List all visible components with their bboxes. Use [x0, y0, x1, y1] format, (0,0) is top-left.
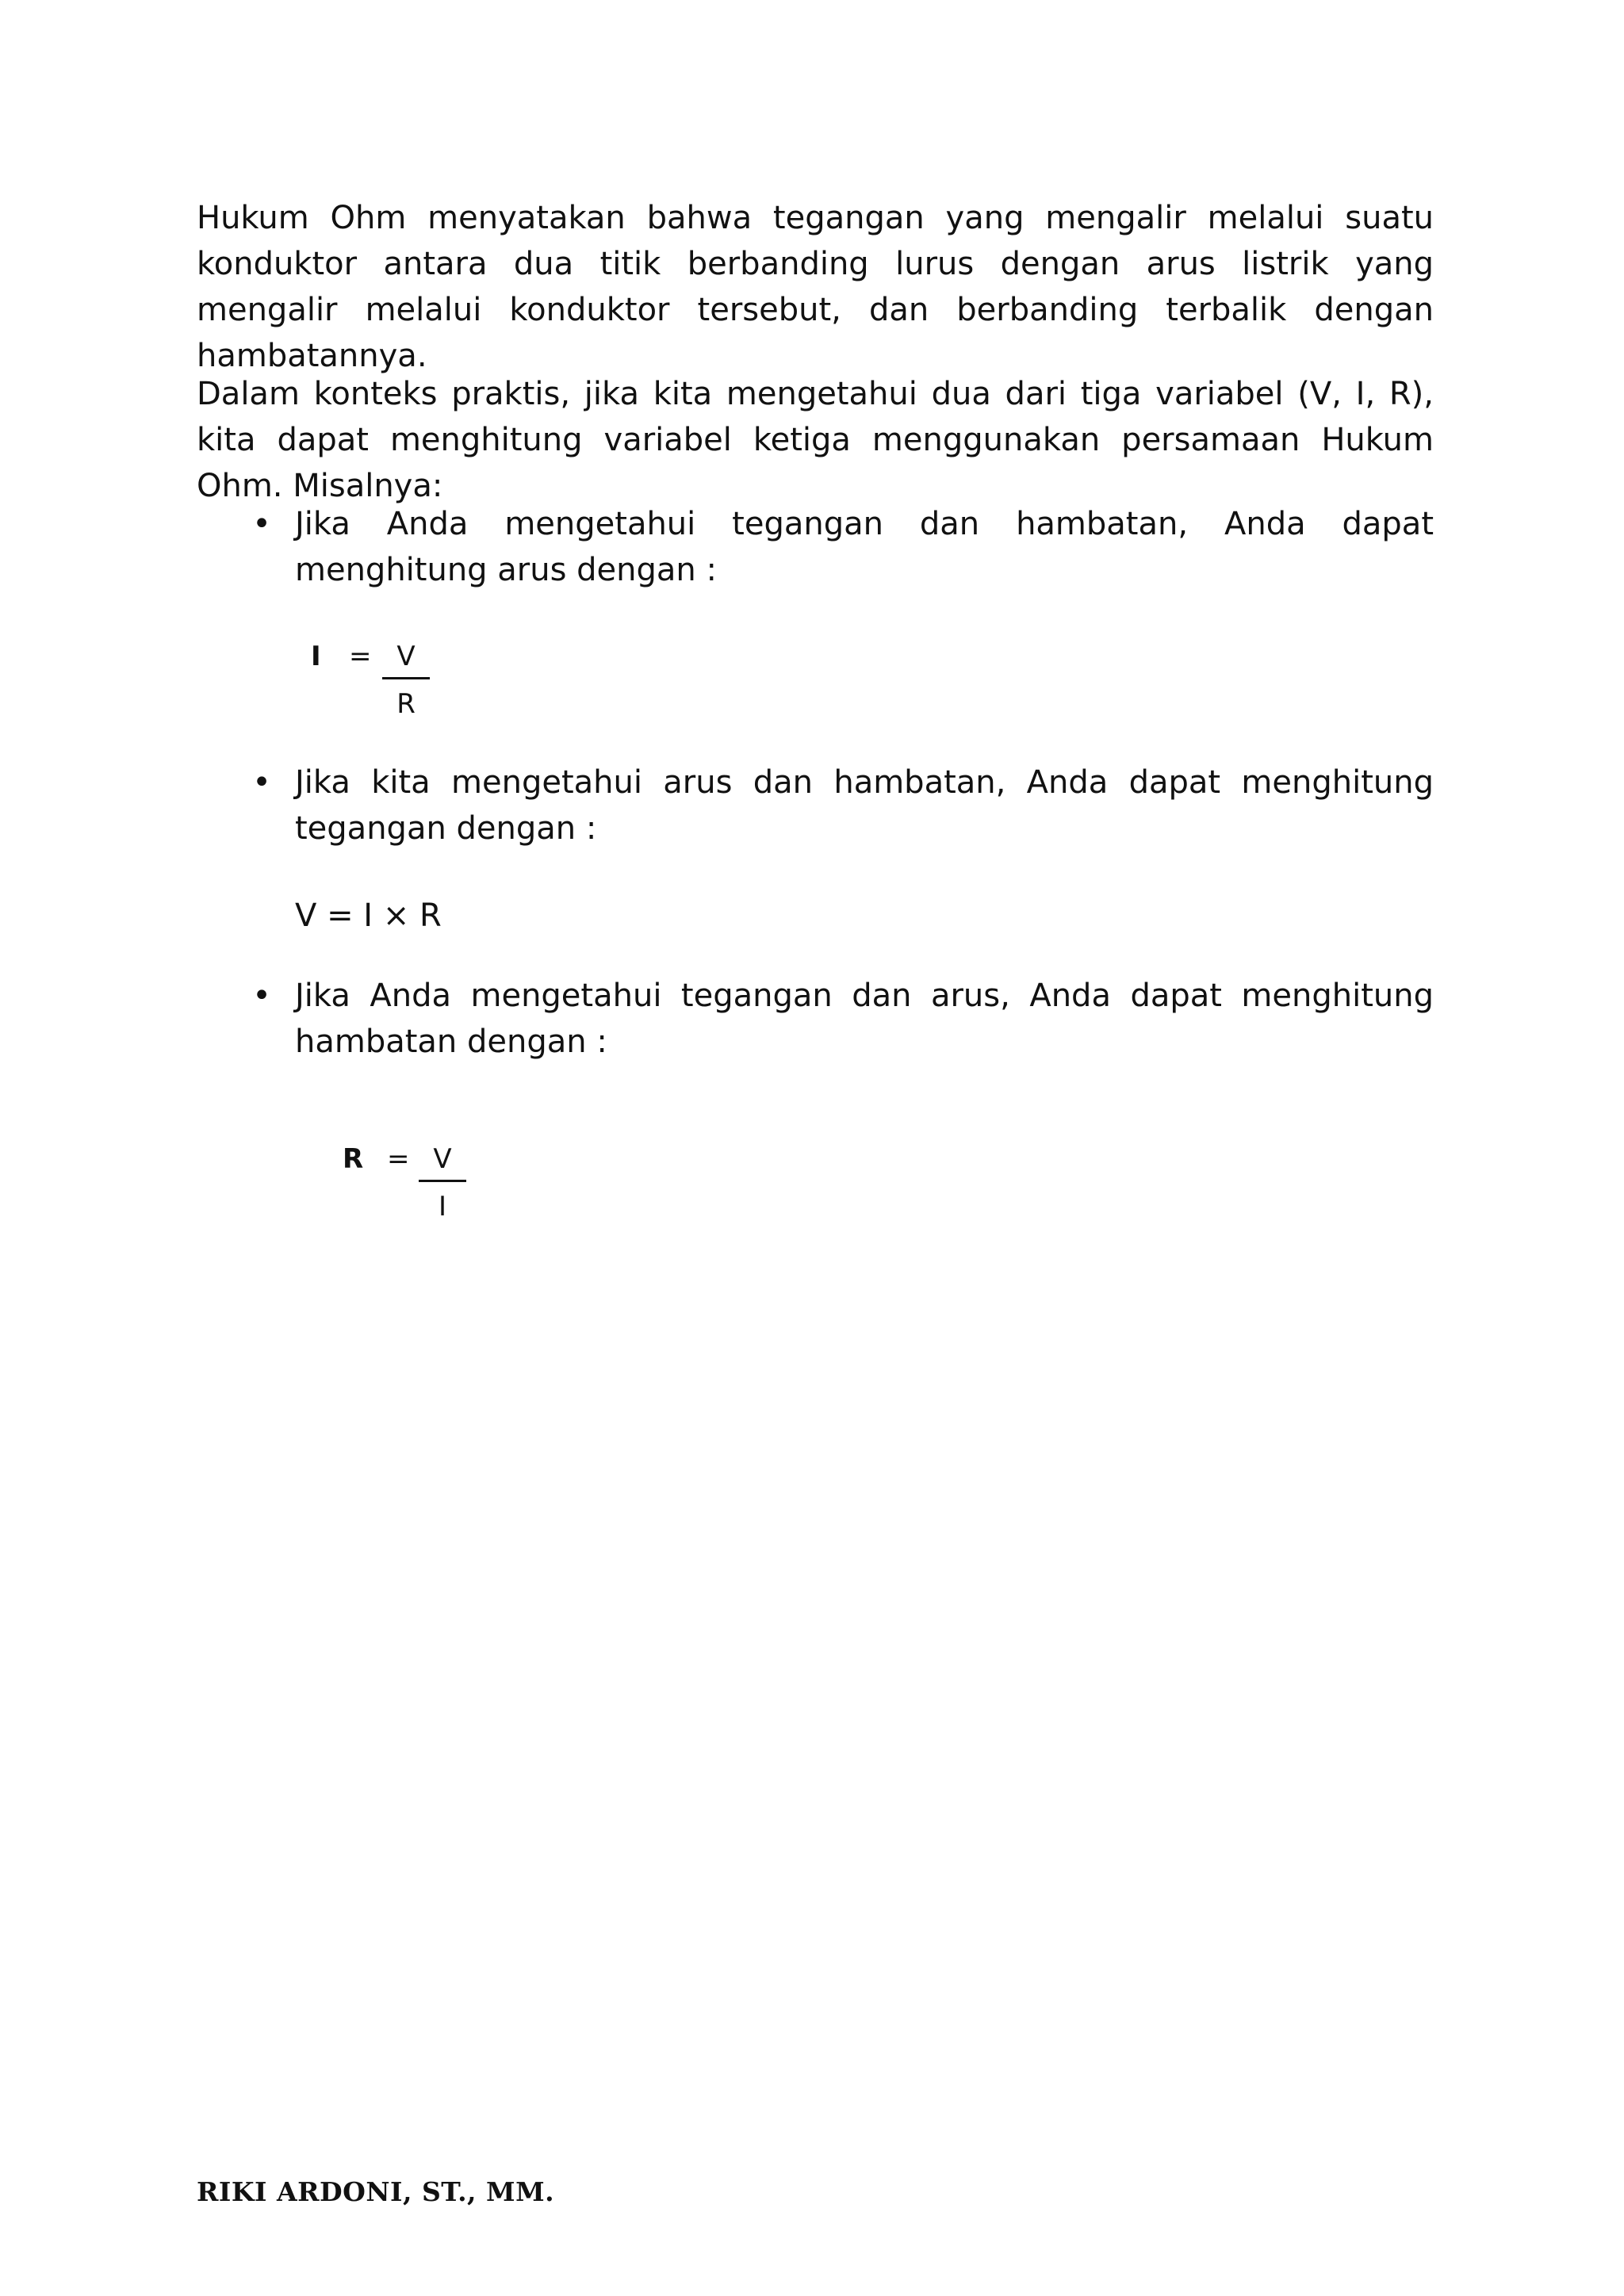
formula-lhs: R: [343, 1143, 364, 1175]
fraction-bar: [419, 1180, 466, 1182]
formula-equals: =: [387, 1143, 410, 1175]
formula-numerator: V: [433, 1143, 452, 1175]
formula-numerator: V: [396, 641, 416, 672]
list-item-text: Jika Anda mengetahui tegangan dan arus, Anda dapat menghitung hambatan dengan :: [295, 978, 1434, 1060]
bullet-icon: •: [252, 978, 271, 1014]
paragraph-practical-context: Dalam konteks praktis, jika kita mengetahui dua dari tiga variabel (V, I, R), kita dapat menghitung variabel ketiga menggunakan persamaan Hukum Ohm. Misalnya:: [197, 376, 1434, 504]
list-item-text: Jika Anda mengetahui tegangan dan hambatan, Anda dapat menghitung arus dengan :: [295, 506, 1434, 588]
formula-lhs: I: [311, 641, 321, 672]
fraction-bar: [382, 677, 430, 679]
formula-denominator: I: [438, 1191, 447, 1223]
formula-denominator: R: [396, 688, 416, 720]
bullet-icon: •: [252, 764, 271, 801]
formula-voltage: V = I × R: [295, 897, 442, 934]
bullet-icon: •: [252, 506, 271, 542]
formula-current: [311, 641, 469, 728]
formula-equals: =: [349, 641, 372, 672]
paragraph-ohm-law-definition: Hukum Ohm menyatakan bahwa tegangan yang mengalir melalui suatu konduktor antara dua titik berbanding lurus dengan arus listrik yang mengalir melalui konduktor tersebut, dan berbanding terbalik dengan hambatannya.: [197, 200, 1434, 374]
list-item-text: Jika kita mengetahui arus dan hambatan, Anda dapat menghitung tegangan dengan :: [295, 764, 1434, 847]
formula-resistance: [343, 1143, 501, 1230]
footer-author: RIKI ARDONI, ST., MM.: [197, 2176, 555, 2207]
